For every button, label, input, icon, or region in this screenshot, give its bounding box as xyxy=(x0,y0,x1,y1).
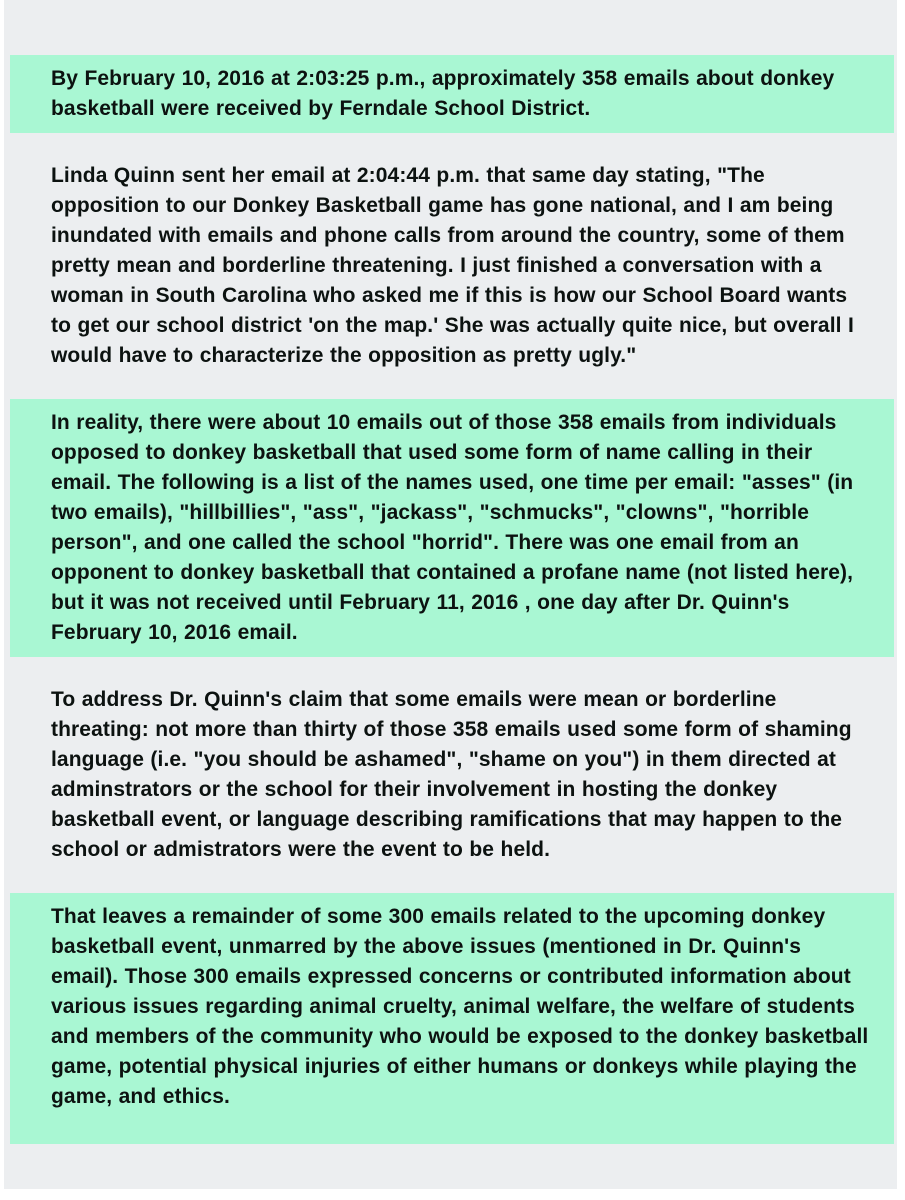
paragraph-shaming-language: To address Dr. Quinn's claim that some emails were mean or borderline threating: not more than thirty of those 358 emails used some form of shaming language (i.e. "you should be ashamed", "shame on you") in them directed at adminstrators or the school for their involvement in hosting the donkey basketball event, or language describing ramifications that may happen to the school or admistrators were the event to be held. xyxy=(51,688,852,861)
paragraph-linda-quinn-email: Linda Quinn sent her email at 2:04:44 p.m. that same day stating, "The opposition to our Donkey Basketball game has gone national, and I am being inundated with emails and phone calls from around the country, some of them pretty mean and borderline threatening. I just finished a conversation with a woman in South Carolina who asked me if this is how our School Board wants to get our school district 'on the map.' She was actually quite nice, but overall I would have to characterize the opposition as pretty ugly." xyxy=(51,164,854,367)
highlighted-paragraph-name-calling: In reality, there were about 10 emails out of those 358 emails from individuals opposed to donkey basketball that used some form of name calling in their email. The following is a list of the names used, one time per email: "asses" (in two emails), "hillbillies", "ass", "jackass", "schmucks", "clowns", "horrible person", and one called the school "horrid". There was one email from an opponent to donkey basketball that contained a profane name (not listed here), but it was not received until February 11, 2016 , one day after Dr. Quinn's February 10, 2016 email. xyxy=(10,399,894,657)
highlighted-paragraph-email-count: By February 10, 2016 at 2:03:25 p.m., approximately 358 emails about donkey basketball were received by Ferndale School District. xyxy=(10,55,894,133)
highlighted-paragraph-remainder-emails: That leaves a remainder of some 300 emails related to the upcoming donkey basketball event, unmarred by the above issues (mentioned in Dr. Quinn's email). Those 300 emails expressed concerns or contributed information about various issues regarding animal cruelty, animal welfare, the welfare of students and members of the community who would be exposed to the donkey basketball game, potential physical injuries of either humans or donkeys while playing the game, and ethics. xyxy=(10,893,894,1144)
document-page xyxy=(4,0,897,1189)
